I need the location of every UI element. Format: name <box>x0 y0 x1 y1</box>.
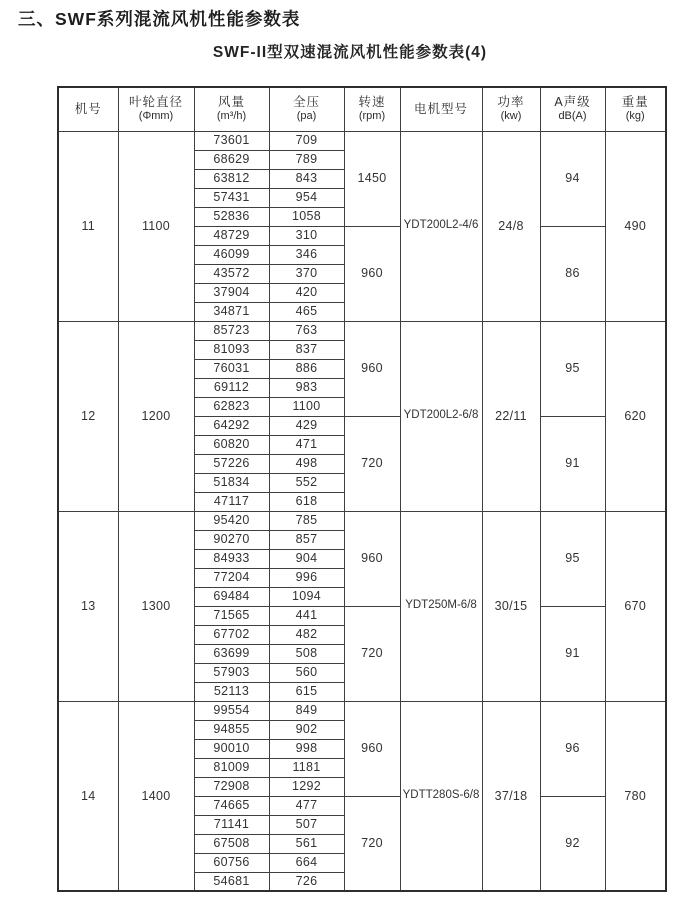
cell-total-pressure: 482 <box>269 625 344 644</box>
cell-total-pressure: 664 <box>269 853 344 872</box>
cell-power: 37/18 <box>482 701 540 891</box>
cell-speed: 960 <box>344 701 400 796</box>
cell-power: 24/8 <box>482 131 540 321</box>
cell-motor-model: YDT200L2-6/8 <box>400 321 482 511</box>
cell-air-flow: 57226 <box>194 454 269 473</box>
col-unit: (kw) <box>500 110 522 123</box>
cell-total-pressure: 471 <box>269 435 344 454</box>
cell-speed: 720 <box>344 606 400 701</box>
table-header <box>58 87 666 131</box>
cell-total-pressure: 996 <box>269 568 344 587</box>
col-header-power <box>482 87 540 131</box>
cell-motor-model: YDT250M-6/8 <box>400 511 482 701</box>
col-unit: (Φmm) <box>138 110 174 123</box>
col-unit: (pa) <box>296 110 317 123</box>
cell-total-pressure: 1058 <box>269 207 344 226</box>
cell-total-pressure: 1094 <box>269 587 344 606</box>
cell-noise-level: 94 <box>540 131 605 226</box>
cell-speed: 960 <box>344 321 400 416</box>
cell-air-flow: 95420 <box>194 511 269 530</box>
cell-air-flow: 67508 <box>194 834 269 853</box>
cell-noise-level: 92 <box>540 796 605 891</box>
cell-total-pressure: 561 <box>269 834 344 853</box>
cell-noise-level: 86 <box>540 226 605 321</box>
cell-total-pressure: 560 <box>269 663 344 682</box>
cell-noise-level: 96 <box>540 701 605 796</box>
cell-air-flow: 52113 <box>194 682 269 701</box>
col-header-total-pressure <box>269 87 344 131</box>
cell-total-pressure: 857 <box>269 530 344 549</box>
header-row <box>58 87 666 131</box>
cell-model-no: 14 <box>58 701 118 891</box>
cell-total-pressure: 310 <box>269 226 344 245</box>
cell-total-pressure: 420 <box>269 283 344 302</box>
cell-air-flow: 47117 <box>194 492 269 511</box>
cell-air-flow: 43572 <box>194 264 269 283</box>
cell-total-pressure: 465 <box>269 302 344 321</box>
col-label: 风量 <box>217 95 245 110</box>
cell-total-pressure: 849 <box>269 701 344 720</box>
cell-speed: 720 <box>344 416 400 511</box>
cell-total-pressure: 726 <box>269 872 344 891</box>
col-label: 重量 <box>621 95 649 110</box>
cell-air-flow: 48729 <box>194 226 269 245</box>
cell-total-pressure: 498 <box>269 454 344 473</box>
cell-air-flow: 72908 <box>194 777 269 796</box>
col-label: 叶轮直径 <box>128 95 183 110</box>
cell-air-flow: 60820 <box>194 435 269 454</box>
cell-motor-model: YDTT280S-6/8 <box>400 701 482 891</box>
cell-air-flow: 34871 <box>194 302 269 321</box>
cell-speed: 1450 <box>344 131 400 226</box>
cell-weight: 780 <box>605 701 666 891</box>
cell-motor-model: YDT200L2-4/6 <box>400 131 482 321</box>
cell-total-pressure: 1181 <box>269 758 344 777</box>
cell-total-pressure: 370 <box>269 264 344 283</box>
cell-total-pressure: 615 <box>269 682 344 701</box>
cell-air-flow: 90270 <box>194 530 269 549</box>
col-header-noise-level <box>540 87 605 131</box>
cell-total-pressure: 789 <box>269 150 344 169</box>
cell-air-flow: 73601 <box>194 131 269 150</box>
cell-total-pressure: 507 <box>269 815 344 834</box>
cell-air-flow: 57903 <box>194 663 269 682</box>
col-unit: dB(A) <box>558 110 587 123</box>
cell-impeller-diameter: 1300 <box>118 511 194 701</box>
col-label: A声级 <box>554 95 591 110</box>
cell-weight: 490 <box>605 131 666 321</box>
cell-speed: 720 <box>344 796 400 891</box>
cell-total-pressure: 998 <box>269 739 344 758</box>
cell-total-pressure: 477 <box>269 796 344 815</box>
cell-total-pressure: 552 <box>269 473 344 492</box>
cell-air-flow: 74665 <box>194 796 269 815</box>
col-label: 机号 <box>74 101 102 116</box>
col-header-weight <box>605 87 666 131</box>
cell-air-flow: 94855 <box>194 720 269 739</box>
col-unit: (rpm) <box>358 110 386 123</box>
table-container <box>57 86 665 892</box>
cell-total-pressure: 709 <box>269 131 344 150</box>
performance-table <box>57 86 667 892</box>
cell-air-flow: 63812 <box>194 169 269 188</box>
cell-air-flow: 71565 <box>194 606 269 625</box>
cell-impeller-diameter: 1400 <box>118 701 194 891</box>
cell-model-no: 12 <box>58 321 118 511</box>
cell-air-flow: 54681 <box>194 872 269 891</box>
cell-power: 30/15 <box>482 511 540 701</box>
cell-air-flow: 90010 <box>194 739 269 758</box>
col-label: 电机型号 <box>413 101 468 116</box>
cell-total-pressure: 785 <box>269 511 344 530</box>
cell-speed: 960 <box>344 226 400 321</box>
cell-noise-level: 91 <box>540 416 605 511</box>
col-header-model-no <box>58 87 118 131</box>
cell-air-flow: 84933 <box>194 549 269 568</box>
cell-total-pressure: 763 <box>269 321 344 340</box>
cell-total-pressure: 441 <box>269 606 344 625</box>
cell-total-pressure: 508 <box>269 644 344 663</box>
cell-total-pressure: 886 <box>269 359 344 378</box>
cell-noise-level: 91 <box>540 606 605 701</box>
cell-total-pressure: 346 <box>269 245 344 264</box>
cell-total-pressure: 843 <box>269 169 344 188</box>
table-row <box>58 701 666 720</box>
cell-air-flow: 37904 <box>194 283 269 302</box>
col-label: 功率 <box>497 95 525 110</box>
cell-air-flow: 60756 <box>194 853 269 872</box>
cell-total-pressure: 983 <box>269 378 344 397</box>
cell-total-pressure: 1292 <box>269 777 344 796</box>
cell-model-no: 11 <box>58 131 118 321</box>
cell-impeller-diameter: 1100 <box>118 131 194 321</box>
cell-noise-level: 95 <box>540 321 605 416</box>
cell-air-flow: 57431 <box>194 188 269 207</box>
cell-total-pressure: 1100 <box>269 397 344 416</box>
cell-air-flow: 69484 <box>194 587 269 606</box>
cell-air-flow: 64292 <box>194 416 269 435</box>
col-header-impeller-diameter <box>118 87 194 131</box>
cell-model-no: 13 <box>58 511 118 701</box>
cell-total-pressure: 618 <box>269 492 344 511</box>
cell-speed: 960 <box>344 511 400 606</box>
cell-air-flow: 77204 <box>194 568 269 587</box>
table-row <box>58 511 666 530</box>
cell-air-flow: 69112 <box>194 378 269 397</box>
col-header-air-flow <box>194 87 269 131</box>
table-row <box>58 131 666 150</box>
table-body <box>58 131 666 891</box>
cell-air-flow: 81093 <box>194 340 269 359</box>
cell-air-flow: 62823 <box>194 397 269 416</box>
cell-air-flow: 71141 <box>194 815 269 834</box>
col-header-speed <box>344 87 400 131</box>
cell-total-pressure: 904 <box>269 549 344 568</box>
cell-noise-level: 95 <box>540 511 605 606</box>
cell-air-flow: 46099 <box>194 245 269 264</box>
cell-power: 22/11 <box>482 321 540 511</box>
cell-impeller-diameter: 1200 <box>118 321 194 511</box>
cell-air-flow: 51834 <box>194 473 269 492</box>
cell-total-pressure: 902 <box>269 720 344 739</box>
col-header-motor-model <box>400 87 482 131</box>
cell-total-pressure: 429 <box>269 416 344 435</box>
cell-total-pressure: 837 <box>269 340 344 359</box>
cell-total-pressure: 954 <box>269 188 344 207</box>
cell-weight: 670 <box>605 511 666 701</box>
col-label: 转速 <box>358 95 386 110</box>
cell-air-flow: 68629 <box>194 150 269 169</box>
cell-air-flow: 52836 <box>194 207 269 226</box>
cell-air-flow: 99554 <box>194 701 269 720</box>
cell-air-flow: 81009 <box>194 758 269 777</box>
cell-air-flow: 85723 <box>194 321 269 340</box>
cell-weight: 620 <box>605 321 666 511</box>
cell-air-flow: 76031 <box>194 359 269 378</box>
col-label: 全压 <box>292 95 320 110</box>
section-title: 三、SWF系列混流风机性能参数表 <box>18 9 301 29</box>
table-title: SWF-II型双速混流风机性能参数表(4) <box>212 44 488 61</box>
cell-air-flow: 67702 <box>194 625 269 644</box>
col-unit: (kg) <box>625 110 645 123</box>
col-unit: (m³/h) <box>216 110 247 123</box>
table-row <box>58 321 666 340</box>
cell-air-flow: 63699 <box>194 644 269 663</box>
